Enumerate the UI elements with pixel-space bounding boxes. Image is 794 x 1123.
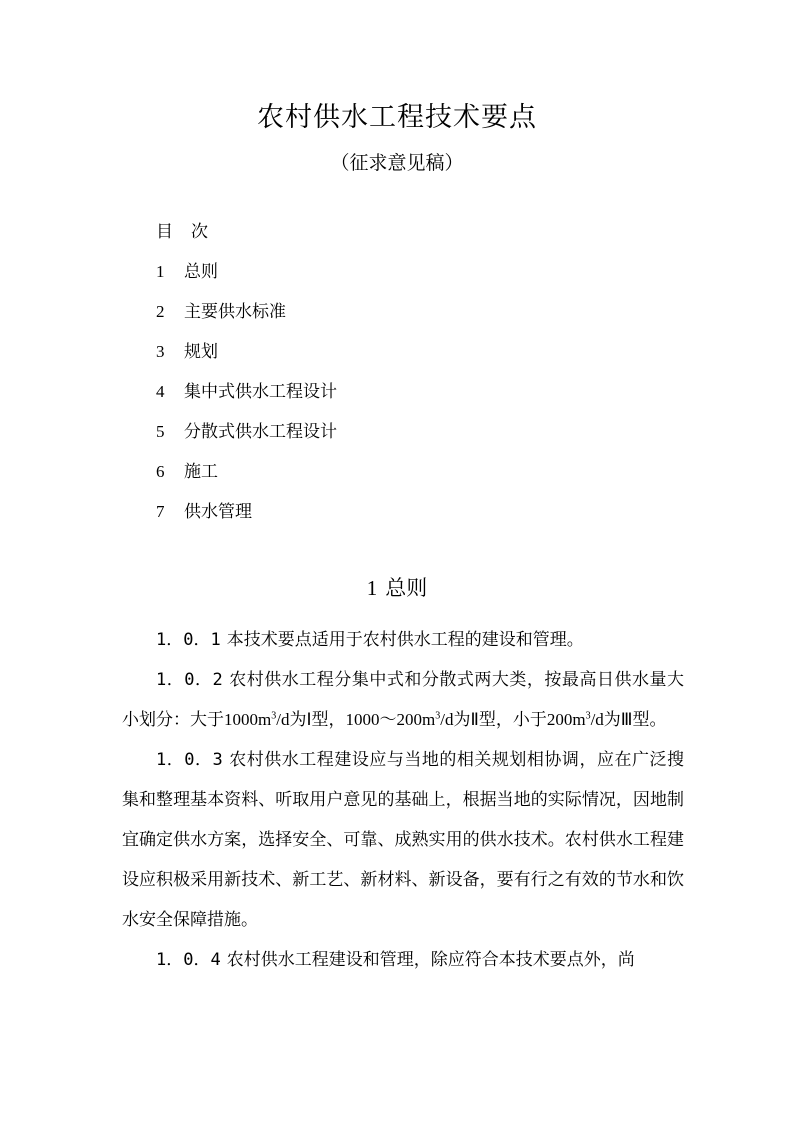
clause-text: 为Ⅱ型，小于	[453, 710, 547, 730]
toc-item-number: 2	[156, 302, 165, 321]
toc-item-label: 规划	[184, 342, 218, 362]
unit-text: /d	[590, 710, 604, 729]
toc-item-label: 供水管理	[184, 502, 252, 522]
toc-item-number: 5	[156, 422, 165, 441]
clause-text: 农村供水工程建设应与当地的相关规划相协调，应在广泛搜集和整理基本资料、听取用户意见的基础上，根据当地的实际情况，因地制宜确定供水方案，选择安全、可靠、成熟实用的供水技术。农村供水工程建设应积极采用新技术、新工艺、新材料、新设备，要有行之有效的节水和饮水安全保障措施。	[122, 750, 684, 930]
toc-item-number: 6	[156, 462, 165, 481]
clause-number: 1．0．3	[156, 750, 223, 770]
unit-text: /d	[440, 710, 454, 729]
clause-text: 农村供水工程建设和管理，除应符合本技术要点外，尚	[226, 950, 635, 970]
toc-item-management	[156, 500, 337, 540]
value-text: 200m	[546, 710, 586, 729]
superscript: 3	[585, 710, 591, 722]
value-text: 1000～200m	[345, 710, 436, 729]
toc-heading-char: 次	[191, 222, 208, 242]
toc-item-general	[156, 260, 337, 300]
toc-item-planning	[156, 340, 337, 380]
document-subtitle: （征求意见稿）	[330, 152, 464, 174]
toc-item-number: 7	[156, 502, 165, 521]
toc-item-standards	[156, 300, 337, 340]
superscript: 3	[271, 710, 277, 722]
clause-paragraph	[122, 620, 684, 660]
section-heading	[0, 573, 794, 603]
clause-paragraph	[122, 660, 684, 740]
toc-item-label: 主要供水标准	[184, 302, 286, 322]
section-number: 1	[366, 576, 378, 600]
toc-heading-char: 目	[156, 222, 173, 242]
clause-paragraph	[122, 740, 684, 940]
clause-text: 为Ⅲ型。	[603, 710, 667, 730]
toc-item-label: 总则	[184, 262, 218, 282]
toc-item-number: 1	[156, 262, 165, 281]
clause-text: 农村供水工程分集中式和分散式两大类，按最高日供水量大小划分：大于	[122, 670, 684, 730]
unit-text: /d	[276, 710, 290, 729]
clause-text: 本技术要点适用于农村供水工程的建设和管理。	[226, 630, 584, 650]
superscript: 3	[435, 710, 441, 722]
toc-item-label: 施工	[184, 462, 218, 482]
section-title: 总则	[385, 576, 428, 600]
document-title: 农村供水工程技术要点	[257, 102, 537, 133]
toc-item-label: 集中式供水工程设计	[184, 382, 337, 402]
toc-item-label: 分散式供水工程设计	[184, 422, 337, 442]
toc-item-centralized-design	[156, 380, 337, 420]
clause-paragraph	[122, 940, 684, 980]
clause-text: 为Ⅰ型，	[289, 710, 346, 730]
toc-item-number: 3	[156, 342, 165, 361]
toc-item-construction	[156, 460, 337, 500]
table-of-contents	[156, 260, 337, 540]
toc-item-distributed-design	[156, 420, 337, 460]
section-body	[122, 620, 684, 980]
toc-heading	[156, 220, 208, 244]
clause-number: 1．0．1	[156, 630, 221, 650]
value-text: 1000m	[224, 710, 272, 729]
clause-number: 1．0．4	[156, 950, 221, 970]
toc-item-number: 4	[156, 382, 165, 401]
clause-number: 1．0．2	[156, 670, 223, 690]
